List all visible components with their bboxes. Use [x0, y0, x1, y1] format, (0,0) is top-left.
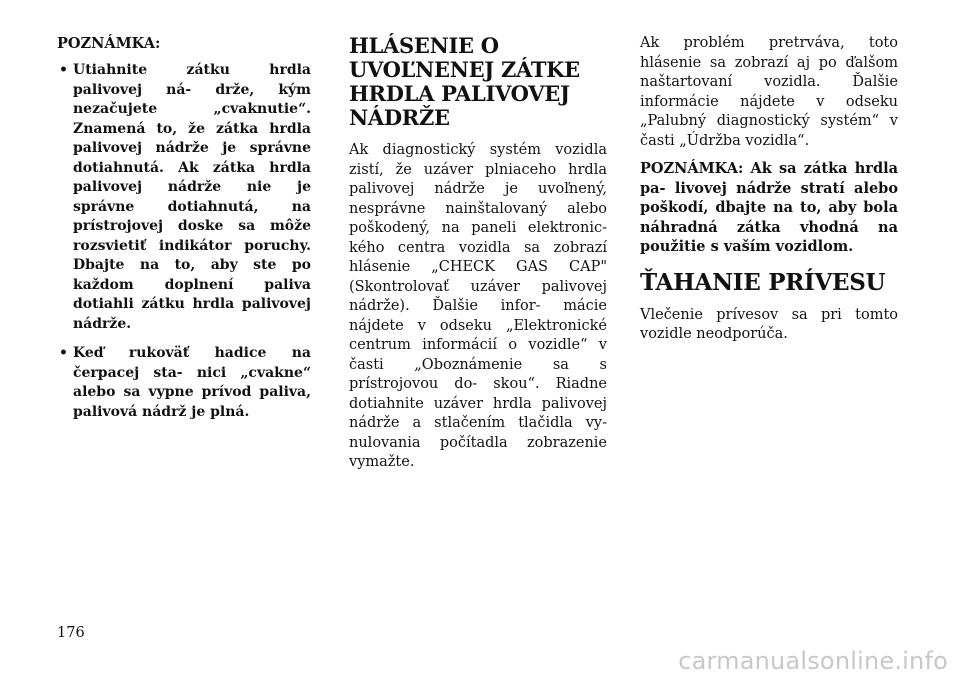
bullet-text: Keď rukoväť hadice na čerpacej sta- nici „cvakne“ alebo sa vypne prívod paliva, palivová nádrž je plná.: [73, 345, 311, 420]
right-column: [640, 34, 898, 353]
section-heading-loose-gas-cap: HLÁSENIE O UVOĽNENEJ ZÁTKE HRDLA PALIVOVEJ NÁDRŽE: [349, 33, 580, 130]
watermark: carmanualsonline.info: [678, 647, 948, 675]
note-label: POZNÁMKA:: [57, 35, 161, 52]
body-paragraph: Ak problém pretrváva, toto hlásenie sa zobrazí aj po ďalšom naštartovaní vozidla. Ďalšie informácie nájdete v odseku „Palubný diagnostický systém“ v časti „Údržba vozidla“.: [640, 35, 898, 149]
bullet-symbol: •: [59, 345, 68, 361]
body-paragraph: Ak diagnostický systém vozidla zistí, že uzáver plniaceho hrdla palivovej nádrže je uvoľnený, nesprávne nainštalovaný alebo poškodený, na paneli elektronic- kého centra vozidla sa zobrazí hlásenie „CHECK GAS CAP" (Skontrolovať uzáver palivovej nádrže). Ďalšie infor- mácie nájdete v odseku „Elektronické centrum informácií o vozidle“ v časti „Oboznámenie sa s prístrojovou do- skou“. Riadne dotiahnite uzáver hrdla palivovej nádrže a stlačením tlačidla vy- nulovania počítadla zobrazenie vymažte.: [349, 142, 607, 470]
bullet-item-tighten-cap: [57, 61, 311, 334]
section-heading-trailer-towing: ŤAHANIE PRÍVESU: [640, 268, 886, 296]
bullet-item-tank-full: [57, 344, 311, 422]
bullet-text: Utiahnite zátku hrdla palivovej ná- drže, kým nezačujete „cvaknutie“. Znamená to, že zátka hrdla palivovej nádrže je správne dotiahnutá. Ak zátka hrdla palivovej nádrže nie je správne dotiahnutá, na prístrojovej doske sa môže rozsvietiť indikátor poruchy. Dbajte na to, aby ste po každom doplnení paliva dotiahli zátku hrdla palivovej nádrže.: [73, 62, 311, 332]
note-paragraph: POZNÁMKA: Ak sa zátka hrdla pa- livovej nádrže stratí alebo poškodí, dbajte na to, aby bola náhradná zátka vhodná na použitie s vaším vozidlom.: [640, 160, 898, 255]
left-column: [57, 34, 311, 432]
middle-column: [349, 34, 607, 481]
bullet-list: [57, 61, 311, 422]
page-number: 176: [57, 625, 85, 641]
bullet-symbol: •: [59, 62, 68, 78]
body-paragraph: Vlečenie prívesov sa pri tomto vozidle neodporúča.: [640, 306, 898, 342]
